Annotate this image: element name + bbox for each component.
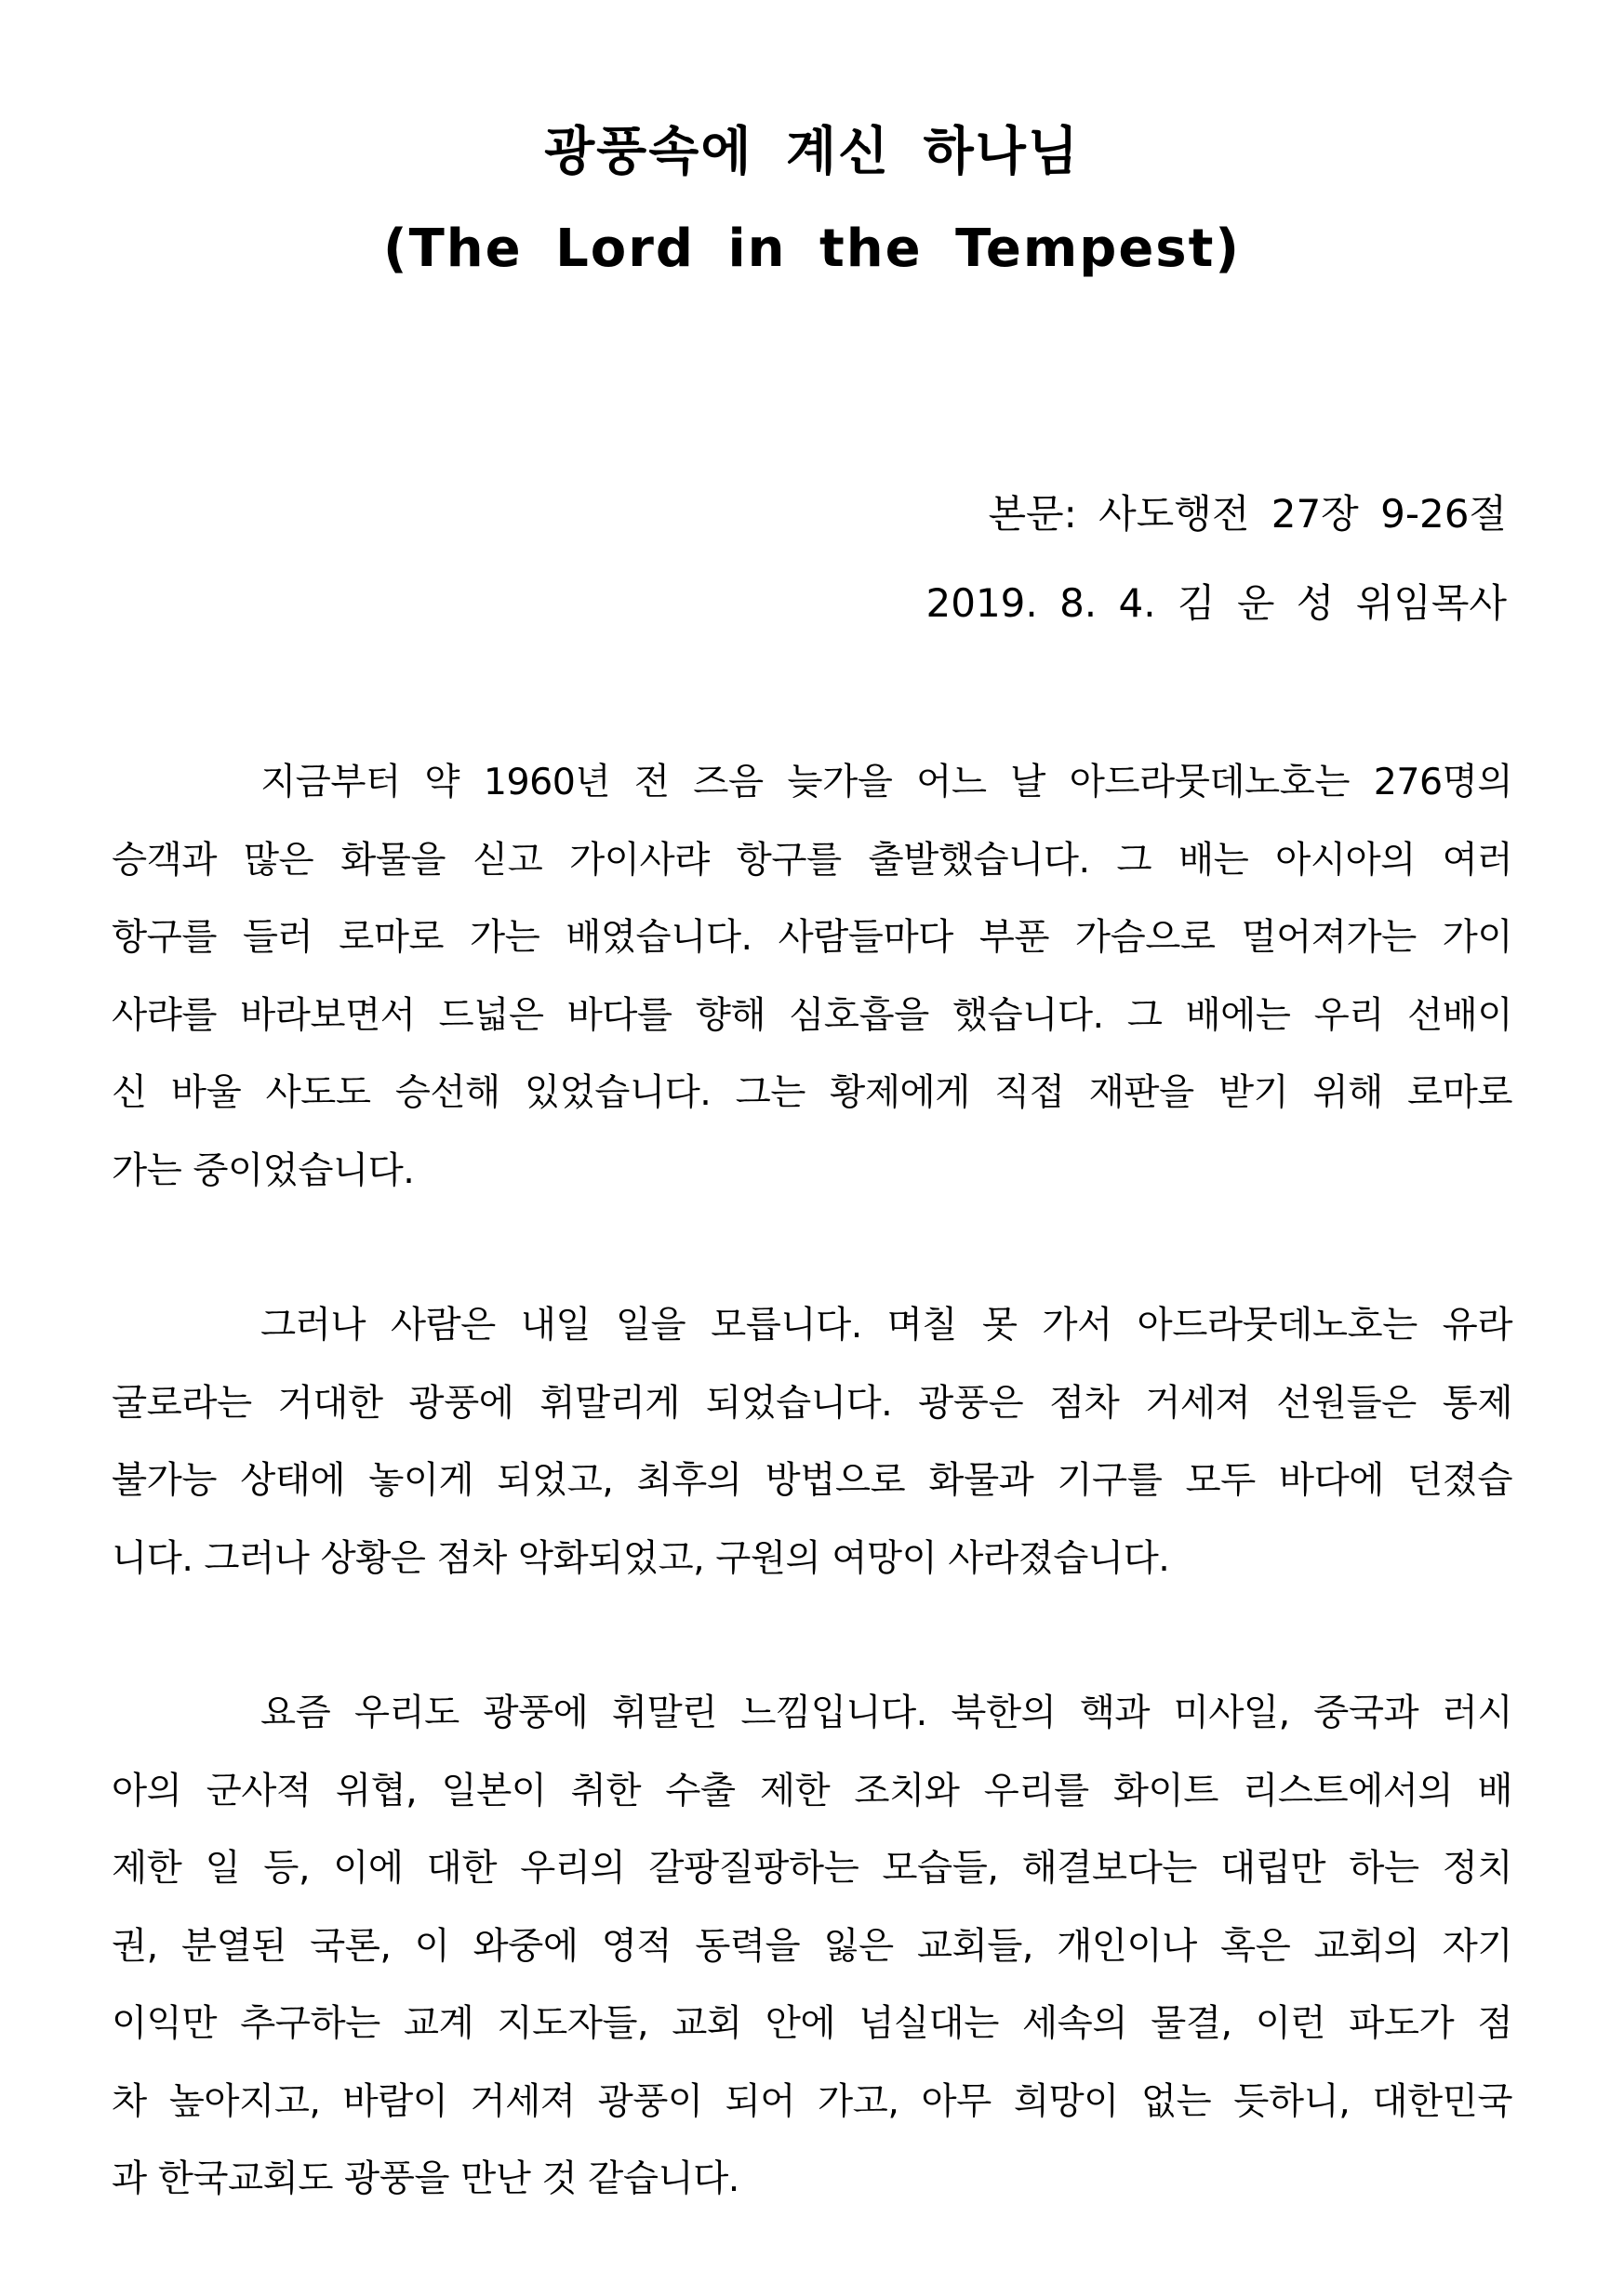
paragraph-line: 제한 일 등, 이에 대한 우리의 갈팡질팡하는 모습들, 해결보다는 대립만 하는 정치: [112, 1847, 1512, 1890]
paragraph-line: 승객과 많은 화물을 싣고 가이사랴 항구를 출발했습니다. 그 배는 아시아의 여러: [112, 838, 1512, 882]
paragraph-line: 과 한국교회도 광풍을 만난 것 같습니다.: [112, 2157, 739, 2200]
paragraph-line: 차 높아지고, 바람이 거세져 광풍이 되어 가고, 아무 희망이 없는 듯하니, 대한민국: [112, 2079, 1512, 2123]
paragraph-line: 가는 중이었습니다.: [112, 1148, 415, 1192]
paragraph-line: 이익만 추구하는 교계 지도자들, 교회 안에 넘실대는 세속의 물결, 이런 파도가 점: [112, 2002, 1512, 2045]
title-block: [0, 104, 1624, 298]
date-author: 2019. 8. 4. 김 운 성 위임목사: [925, 580, 1507, 626]
paragraph-3: [112, 1675, 1512, 2219]
paragraph-line: 요즘 우리도 광풍에 휘말린 느낌입니다. 북한의 핵과 미사일, 중국과 러시: [260, 1692, 1512, 1734]
paragraph-line: 신 바울 사도도 승선해 있었습니다. 그는 황제에게 직접 재판을 받기 위해 로마로: [112, 1071, 1512, 1114]
paragraph-2: [112, 1287, 1512, 1598]
paragraph-line: 그러나 사람은 내일 일을 모릅니다. 며칠 못 가서 아드라뭇데노호는 유라: [260, 1304, 1512, 1347]
scripture-reference: 본문: 사도행전 27장 9-26절: [988, 491, 1507, 537]
paragraph-line: 지금부터 약 1960년 전 즈음 늦가을 어느 날 아드라뭇데노호는 276명의: [260, 761, 1512, 803]
sermon-title-english: (The Lord in the Tempest): [382, 219, 1242, 279]
paragraph-line: 굴로라는 거대한 광풍에 휘말리게 되었습니다. 광풍은 점차 거세져 선원들은 통제: [112, 1381, 1512, 1425]
paragraph-line: 항구를 들러 로마로 가는 배였습니다. 사람들마다 부푼 가슴으로 멀어져가는 가이: [112, 916, 1512, 959]
sermon-title: 광풍속에 계신 하나님: [544, 122, 1080, 182]
paragraph-line: 불가능 상태에 놓이게 되었고, 최후의 방법으로 화물과 기구를 모두 바다에 던졌습: [112, 1459, 1512, 1502]
paragraph-line: 니다. 그러나 상황은 점차 악화되었고, 구원의 여망이 사라졌습니다.: [112, 1536, 1170, 1580]
paragraph-line: 사랴를 바라보면서 드넓은 바다를 향해 심호흡을 했습니다. 그 배에는 우리 선배이: [112, 993, 1512, 1037]
paragraph-1: [112, 744, 1512, 1210]
paragraph-line: 아의 군사적 위협, 일본이 취한 수출 제한 조치와 우리를 화이트 리스트에서의 배: [112, 1769, 1512, 1812]
sermon-meta: [926, 470, 1508, 648]
sermon-body: [112, 744, 1512, 2296]
paragraph-line: 권, 분열된 국론, 이 와중에 영적 동력을 잃은 교회들, 개인이나 혹은 교회의 자기: [112, 1924, 1512, 1968]
